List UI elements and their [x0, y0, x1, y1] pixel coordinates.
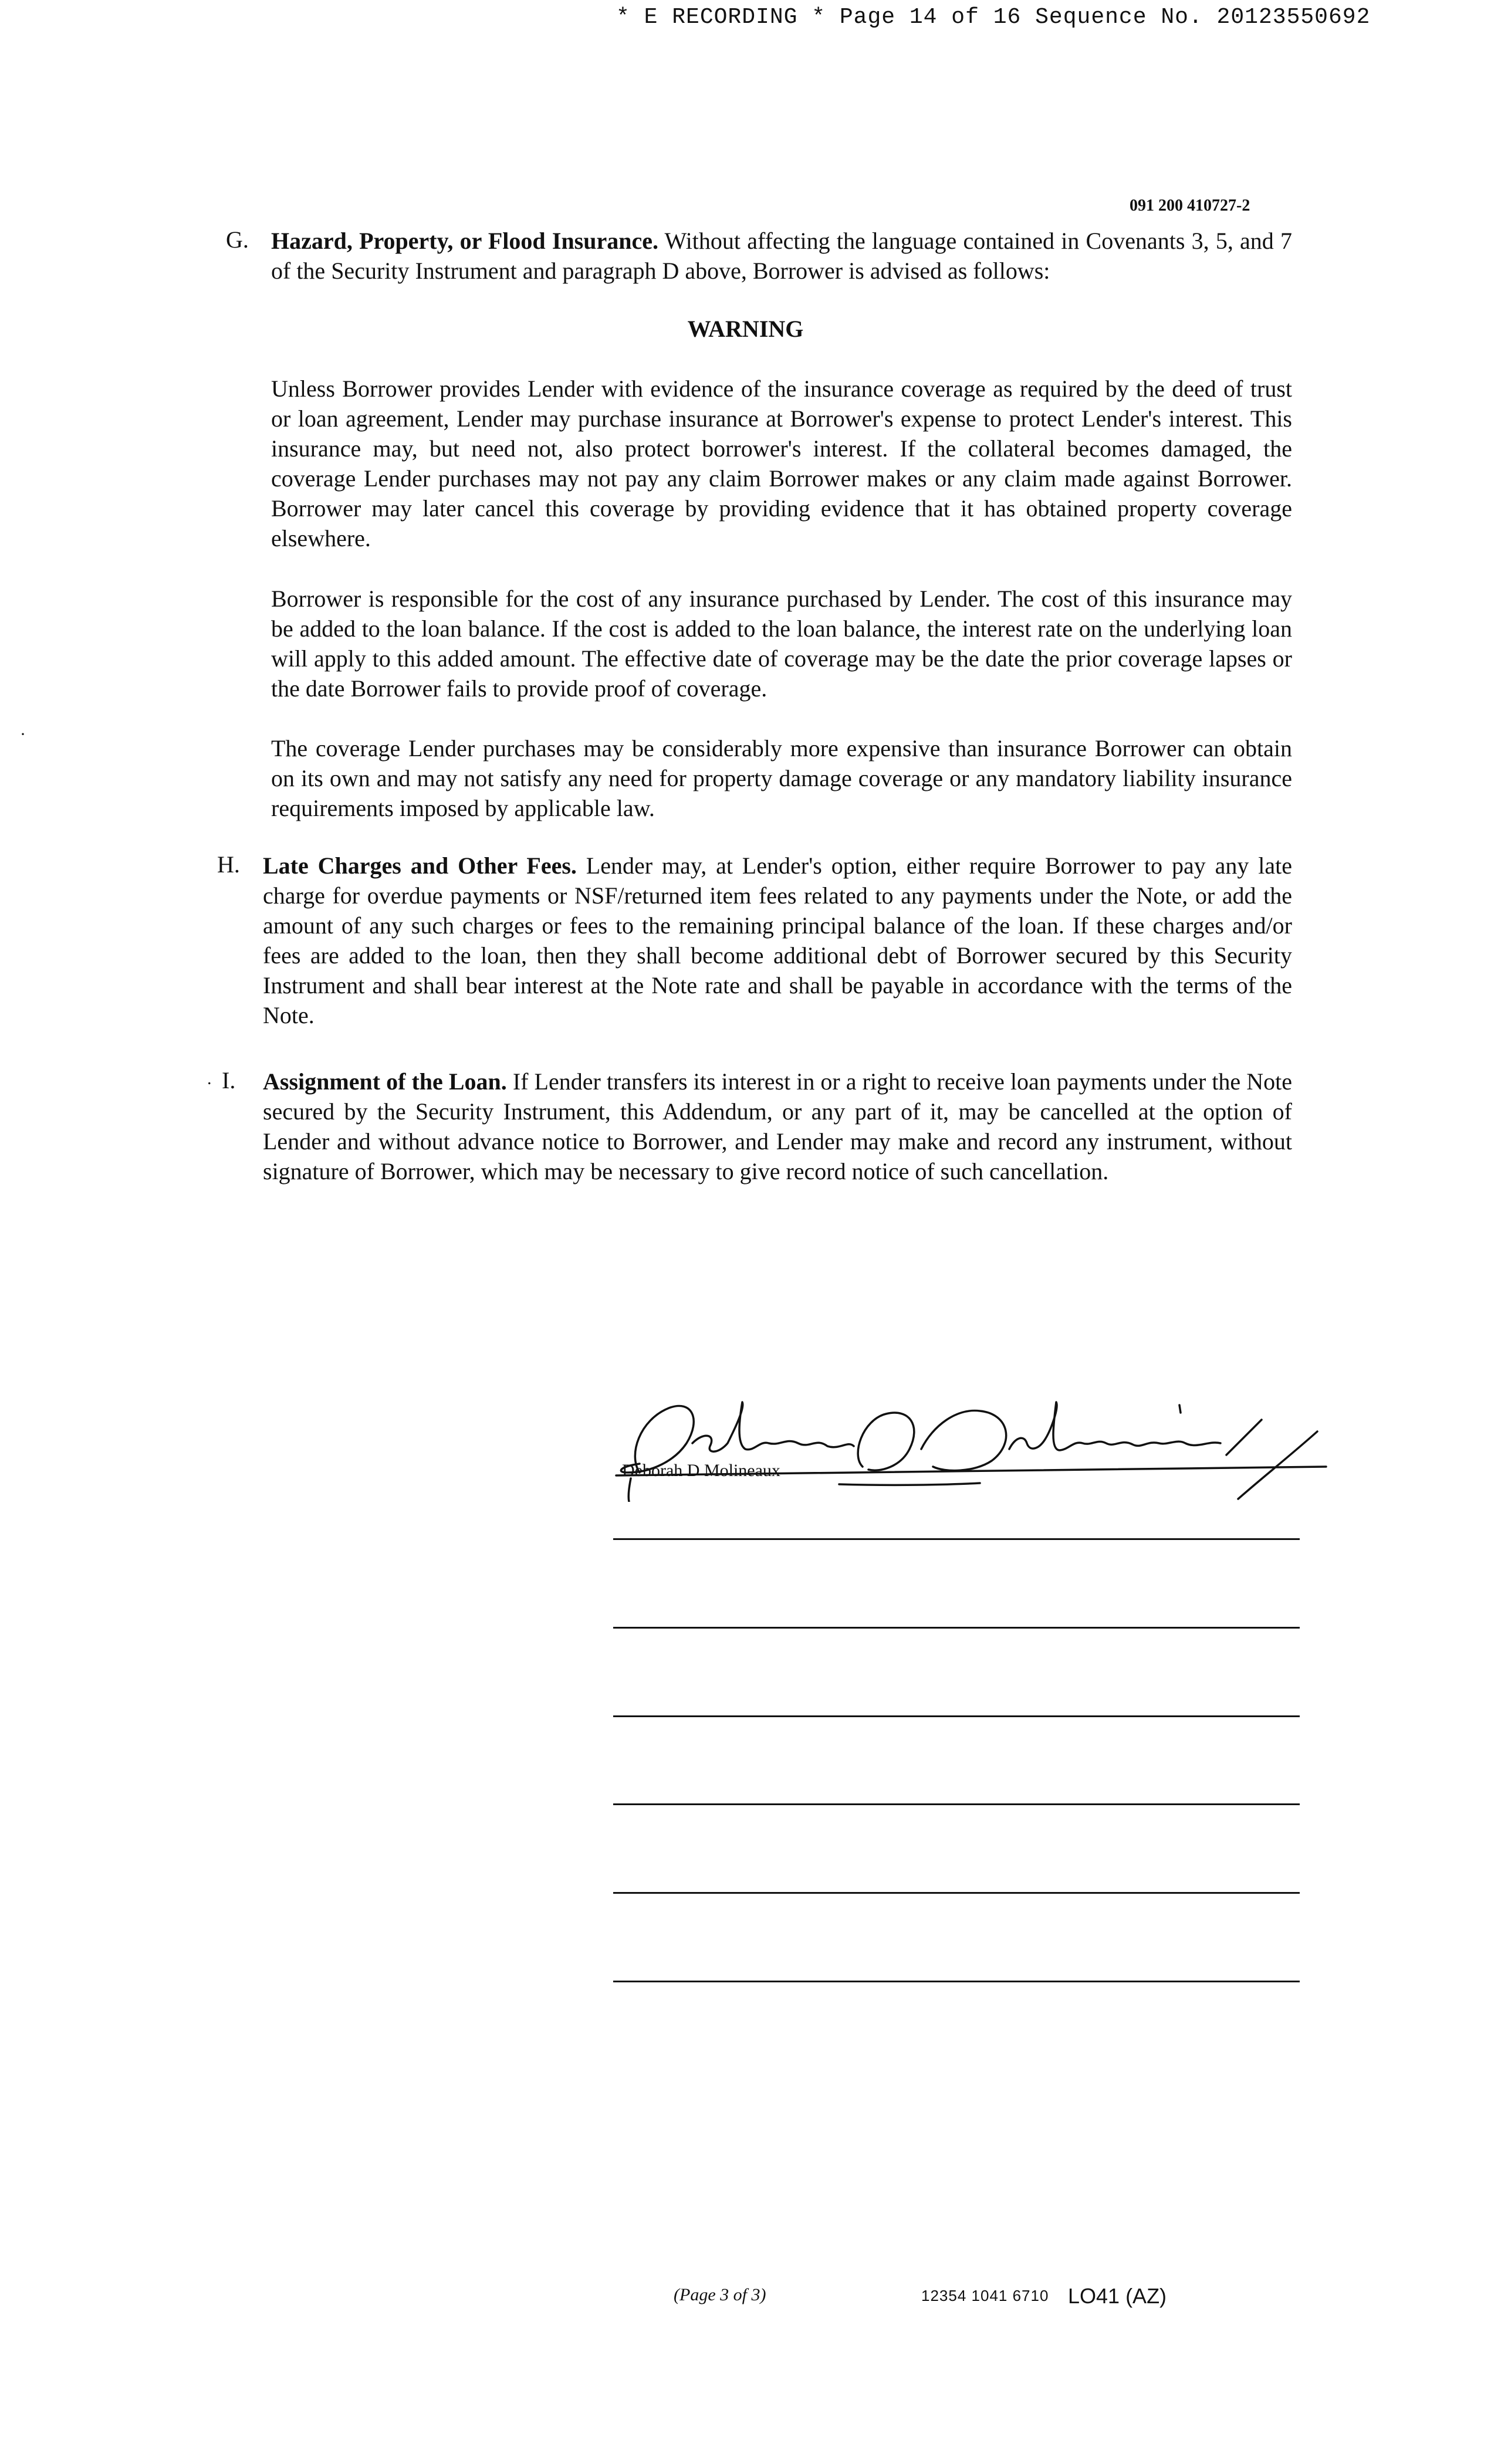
section-g-letter: G. — [226, 226, 249, 253]
warning-paragraph-3: The coverage Lender purchases may be considerably more expensive than insurance Borrower can obtain on its own and may not satisfy any need for property damage coverage or any mandatory liability insurance requirements imposed by applicable law. — [271, 735, 1292, 821]
page-number: (Page 3 of 3) — [674, 2285, 766, 2304]
section-h-title: Late Charges and Other Fees. — [263, 852, 577, 879]
section-h-letter: H. — [217, 851, 240, 878]
section-g-intro-text: Without affecting the language contained in Covenants 3, 5, and 7 of the Security Instrument and paragraph D above, Borrower is advised as follows: — [271, 228, 1293, 284]
warning-paragraph-1: Unless Borrower provides Lender with evidence of the insurance coverage as required by the deed of trust or loan agreement, Lender may purchase insurance at Borrower's expense to protect Lender's interest. This insurance may, but need not, also protect borrower's interest. If the collateral becomes damaged, the coverage Lender purchases may not pay any claim Borrower makes or any claim made against Borrower. Borrower may later cancel this coverage by providing evidence that it has obtained property coverage elsewhere. — [271, 375, 1292, 551]
section-h-body — [263, 851, 1292, 1030]
loan-number: 091 200 410727-2 — [1130, 197, 1250, 215]
section-g-intro — [271, 226, 1292, 286]
margin-mark: · — [20, 725, 26, 744]
signature-line — [613, 1981, 1300, 1982]
section-i-text: If Lender transfers its interest in or a right to receive loan payments under the Note secured by the Security Instrument, this Addendum, or any part of it, may be cancelled at the option of Lender and without advance notice to Borrower, and Lender may make and record any instrument, without signature of Borrower, which may be necessary to give record notice of such cancellation. — [263, 1068, 1292, 1184]
signature-line — [613, 1538, 1300, 1540]
handwritten-signature — [604, 1385, 1332, 1502]
signature-line — [613, 1627, 1300, 1629]
section-i-body — [263, 1067, 1292, 1186]
signature-line — [613, 1803, 1300, 1805]
signer-name: Deborah D Molineaux — [622, 1461, 780, 1480]
warning-title: WARNING — [687, 316, 804, 342]
warning-paragraph-2: Borrower is responsible for the cost of any insurance purchased by Lender. The cost of this insurance may be added to the loan balance. If the cost is added to the loan balance, the interest rate on the underlying loan will apply to this added amount. The effective date of coverage may be the date the prior coverage lapses or the date Borrower fails to provide proof of coverage. — [271, 585, 1292, 702]
section-h-text: Lender may, at Lender's option, either require Borrower to pay any late charge for overdue payments or NSF/returned item fees related to any payments under the Note, or add the amount of any such charges or fees to the remaining principal balance of the loan. If these charges and/or fees are added to the loan, then they shall become additional debt of Borrower secured by this Security Instrument and shall bear interest at the Note rate and shall be payable in accordance with the terms of the Note. — [263, 852, 1292, 1028]
form-id: LO41 (AZ) — [1068, 2284, 1167, 2308]
section-g-title: Hazard, Property, or Flood Insurance. — [271, 228, 659, 254]
form-code: 12354 1041 6710 — [921, 2287, 1049, 2304]
signature-block — [604, 1385, 1332, 1502]
recording-header: * E RECORDING * Page 14 of 16 Sequence No. 20123550692 — [616, 5, 1371, 30]
signature-line — [613, 1715, 1300, 1717]
section-i-letter: I. — [222, 1067, 236, 1094]
margin-mark: . — [207, 1069, 212, 1088]
signature-line — [613, 1892, 1300, 1894]
section-i-title: Assignment of the Loan. — [263, 1068, 507, 1095]
